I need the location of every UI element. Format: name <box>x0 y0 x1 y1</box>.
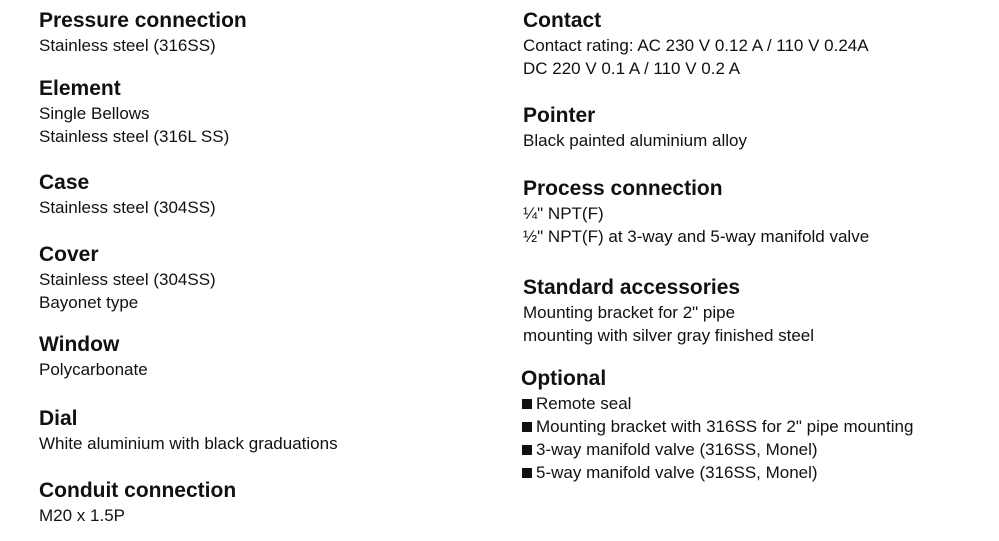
bullet-text: Remote seal <box>536 394 632 413</box>
section-line: M20 x 1.5P <box>39 506 125 525</box>
section-contact <box>523 8 869 80</box>
section-pointer <box>523 103 747 152</box>
section-line: Stainless steel (316SS) <box>39 36 216 55</box>
section-element <box>39 76 229 148</box>
section-line: Mounting bracket for 2" pipe <box>523 303 736 322</box>
section-heading: Conduit connection <box>39 479 237 502</box>
bullet-item <box>521 461 913 484</box>
section-process-connection <box>523 176 869 248</box>
section-window <box>39 332 148 381</box>
section-heading: Optional <box>521 367 607 390</box>
square-bullet-icon <box>522 399 532 409</box>
section-line: mounting with silver gray finished steel <box>523 326 815 345</box>
section-line: ½" NPT(F) at 3-way and 5-way manifold valve <box>523 227 870 246</box>
section-line: Stainless steel (304SS) <box>39 198 216 217</box>
section-standard-accessories <box>523 275 814 347</box>
section-line: Bayonet type <box>39 293 139 312</box>
section-cover <box>39 242 216 314</box>
section-heading: Dial <box>39 407 78 430</box>
section-case <box>39 170 216 219</box>
bullet-item <box>521 438 913 461</box>
bullet-item <box>521 392 913 415</box>
section-heading: Pointer <box>523 104 596 127</box>
section-heading: Case <box>39 171 90 194</box>
section-heading: Window <box>39 333 120 356</box>
section-heading: Standard accessories <box>523 276 741 299</box>
square-bullet-icon <box>522 468 532 478</box>
bullet-text: 3-way manifold valve (316SS, Monel) <box>536 440 818 459</box>
section-heading: Contact <box>523 9 602 32</box>
section-line: White aluminium with black graduations <box>39 434 338 453</box>
bullet-item <box>521 415 913 438</box>
section-line: DC 220 V 0.1 A / 110 V 0.2 A <box>523 59 741 78</box>
section-heading: Cover <box>39 243 99 266</box>
section-pressure-connection <box>39 8 247 57</box>
section-line: Single Bellows <box>39 104 150 123</box>
section-line: Contact rating: AC 230 V 0.12 A / 110 V 0.24A <box>523 36 869 55</box>
section-heading: Element <box>39 77 121 100</box>
section-heading: Process connection <box>523 177 723 200</box>
section-conduit-connection <box>39 478 236 527</box>
section-line: Black painted aluminium alloy <box>523 131 747 150</box>
bullet-text: 5-way manifold valve (316SS, Monel) <box>536 463 818 482</box>
section-dial <box>39 406 338 455</box>
section-heading: Pressure connection <box>39 9 247 32</box>
bullet-text: Mounting bracket with 316SS for 2" pipe mounting <box>536 417 914 436</box>
square-bullet-icon <box>522 422 532 432</box>
square-bullet-icon <box>522 445 532 455</box>
section-line: ¼" NPT(F) <box>523 204 604 223</box>
section-line: Stainless steel (316L SS) <box>39 127 230 146</box>
section-optional <box>521 366 913 484</box>
section-line: Stainless steel (304SS) <box>39 270 216 289</box>
section-line: Polycarbonate <box>39 360 148 379</box>
